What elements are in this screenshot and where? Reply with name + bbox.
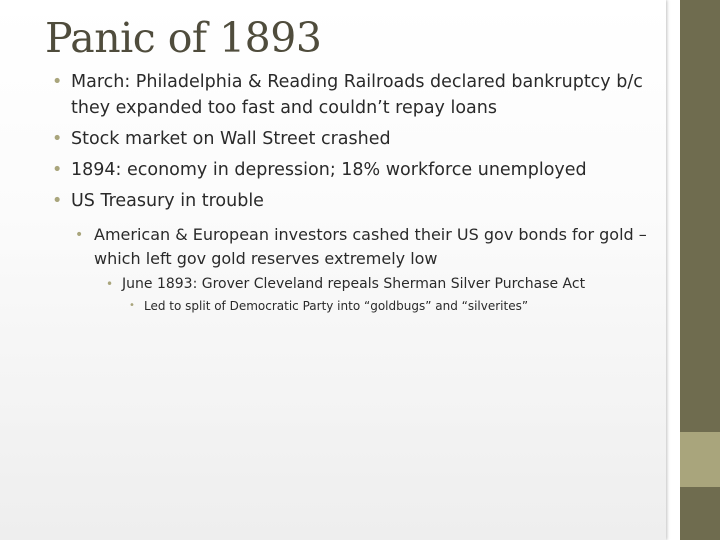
bullet-text: 1894: economy in depression; 18% workforce unemployed xyxy=(71,160,587,180)
bullet-dot-icon: • xyxy=(52,72,63,92)
bullet-dot-icon: • xyxy=(106,277,114,291)
bullet-item-stock-market xyxy=(52,126,657,152)
bullet-dot-icon: • xyxy=(75,227,84,243)
bullet-text: Stock market on Wall Street crashed xyxy=(71,129,391,149)
bullet-text: American & European investors cashed their US gov bonds for gold – which left gov gold reserves extremely low xyxy=(94,225,647,268)
bullet-item-depression xyxy=(52,157,657,183)
bullet-text: US Treasury in trouble xyxy=(71,191,264,211)
slide-title: Panic of 1893 xyxy=(45,14,322,62)
bullet-dot-icon: • xyxy=(52,129,63,149)
bullet-text: June 1893: Grover Cleveland repeals Sherman Silver Purchase Act xyxy=(122,276,586,292)
bullet-item-treasury xyxy=(52,188,657,214)
bullet-list xyxy=(52,69,657,315)
sidebar-accent-block xyxy=(680,432,720,487)
bullet-text: Led to split of Democratic Party into “goldbugs” and “silverites” xyxy=(144,299,529,313)
sub-bullet-investors xyxy=(52,223,657,271)
bullet-text: March: Philadelphia & Reading Railroads declared bankruptcy b/c they expanded too fast and couldn’t repay loans xyxy=(71,72,643,118)
bullet-dot-icon: • xyxy=(129,300,135,311)
bullet-dot-icon: • xyxy=(52,191,63,211)
bullet-item-railroads xyxy=(52,69,657,121)
sub-bullet-cleveland xyxy=(52,274,657,294)
sub-bullet-democratic-split xyxy=(52,297,657,315)
bullet-dot-icon: • xyxy=(52,160,63,180)
